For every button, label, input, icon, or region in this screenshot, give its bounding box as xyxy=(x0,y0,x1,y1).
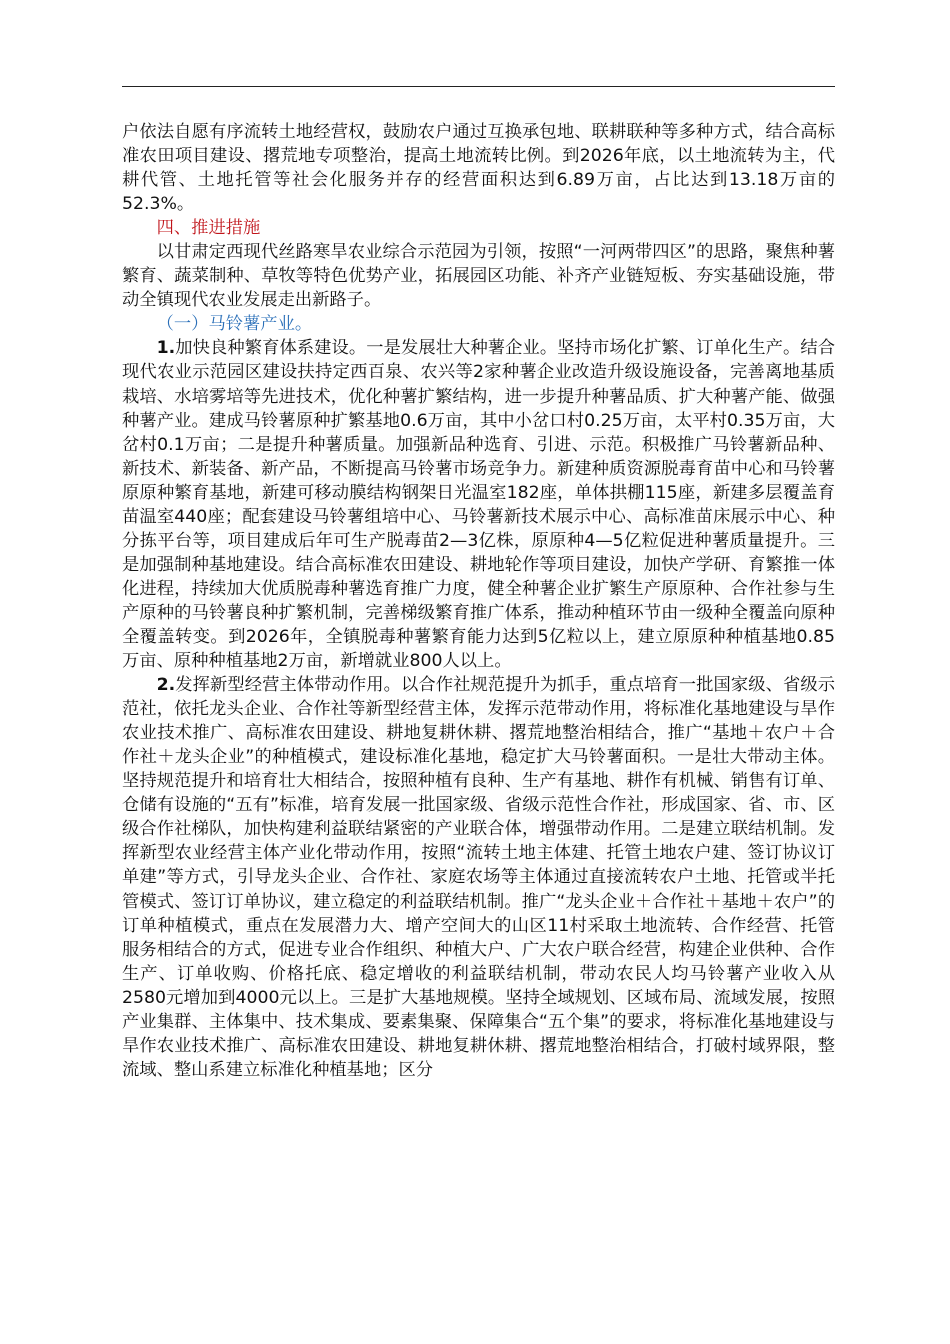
section-heading-measures: 四、推进措施 xyxy=(156,218,261,239)
paragraph-land-transfer: 户依法自愿有序流转土地经营权，鼓励农户通过互换承包地、联耕联种等多种方式，结合高标准农田项目建设、撂荒地专项整治，提高土地流转比例。到2026年底，以土地流转为主，代耕代管、土地托管等社会化服务并存的经营面积达到6.89万亩，占比达到13.18万亩的52.3%。 xyxy=(122,122,835,215)
paragraph-business-entities xyxy=(122,673,835,1082)
item-number-1: 1. xyxy=(156,338,176,359)
paragraph-measures-intro: 以甘肃定西现代丝路寒旱农业综合示范园为引领，按照“一河两带四区”的思路，聚焦种薯繁育、蔬菜制种、草牧等特色优势产业，拓展园区功能、补齐产业链短板、夯实基础设施，带动全镇现代农业发展走出新路子。 xyxy=(122,242,835,311)
document-body xyxy=(122,120,835,1082)
subsection-heading-potato: （一）马铃薯产业。 xyxy=(156,314,313,335)
paragraph-seed-breeding xyxy=(122,336,835,673)
paragraph-business-entities-text: 发挥新型经营主体带动作用。以合作社规范提升为抓手，重点培育一批国家级、省级示范社，依托龙头企业、合作社等新型经营主体，发挥示范带动作用，将标准化基地建设与旱作农业技术推广、高标准农田建设、耕地复耕休耕、撂荒地整治相结合，推广“基地＋农户＋合作社＋龙头企业”的种植模式，建设标准化基地，稳定扩大马铃薯面积。一是壮大带动主体。坚持规范提升和培育壮大相结合，按照种植有良种、生产有基地、耕作有机械、销售有订单、仓储有设施的“五有”标准，培育发展一批国家级、省级示范性合作社，形成国家、省、市、区级合作社梯队，加快构建利益联结紧密的产业联合体，增强带动作用。二是建立联结机制。发挥新型农业经营主体产业化带动作用，按照“流转土地主体建、托管土地农户建、签订协议订单建”等方式，引导龙头企业、合作社、家庭农场等主体通过直接流转农户土地、托管或半托管模式、签订订单协议，建立稳定的利益联结机制。推广“龙头企业＋合作社＋基地＋农户”的订单种植模式，重点在发展潜力大、增产空间大的山区11村采取土地流转、合作经营、托管服务相结合的方式，促进专业合作组织、种植大户、广大农户联合经营，构建企业供种、合作生产、订单收购、价格托底、稳定增收的利益联结机制，带动农民人均马铃薯产业收入从2580元增加到4000元以上。三是扩大基地规模。坚持全域规划、区域布局、流域发展，按照产业集群、主体集中、技术集成、要素集聚、保障集合“五个集”的要求，将标准化基地建设与旱作农业技术推广、高标准农田建设、耕地复耕休耕、撂荒地整治相结合，打破村域界限，整流域、整山系建立标准化种植基地；区分 xyxy=(122,675,835,1080)
item-number-2: 2. xyxy=(156,675,176,696)
header-rule xyxy=(122,86,835,87)
paragraph-seed-breeding-text: 加快良种繁育体系建设。一是发展壮大种薯企业。坚持市场化扩繁、订单化生产。结合现代农业示范园区建设扶持定西百泉、农兴等2家种薯企业改造升级设施设备，完善离地基质栽培、水培雾培等先进技术，优化种薯扩繁结构，进一步提升种薯品质、扩大种薯产能、做强种薯产业。建成马铃薯原种扩繁基地0.6万亩，其中小岔口村0.25万亩，太平村0.35万亩，大岔村0.1万亩；二是提升种薯质量。加强新品种选育、引进、示范。积极推广马铃薯新品种、新技术、新装备、新产品，不断提高马铃薯市场竞争力。新建种质资源脱毒育苗中心和马铃薯原原种繁育基地，新建可移动膜结构钢架日光温室182座，单体拱棚115座，新建多层覆盖育苗温室440座；配套建设马铃薯组培中心、马铃薯新技术展示中心、高标准苗床展示中心、种分拣平台等，项目建成后年可生产脱毒苗2—3亿株，原原种4—5亿粒促进种薯质量提升。三是加强制种基地建设。结合高标准农田建设、耕地轮作等项目建设，加快产学研、育繁推一体化进程，持续加大优质脱毒种薯选育推广力度，健全种薯企业扩繁生产原原种、合作社参与生产原种的马铃薯良种扩繁机制，完善梯级繁育推广体系，推动种植环节由一级种全覆盖向原种全覆盖转变。到2026年，全镇脱毒种薯繁育能力达到5亿粒以上，建立原原种种植基地0.85万亩、原种种植基地2万亩，新增就业800人以上。 xyxy=(122,338,835,672)
